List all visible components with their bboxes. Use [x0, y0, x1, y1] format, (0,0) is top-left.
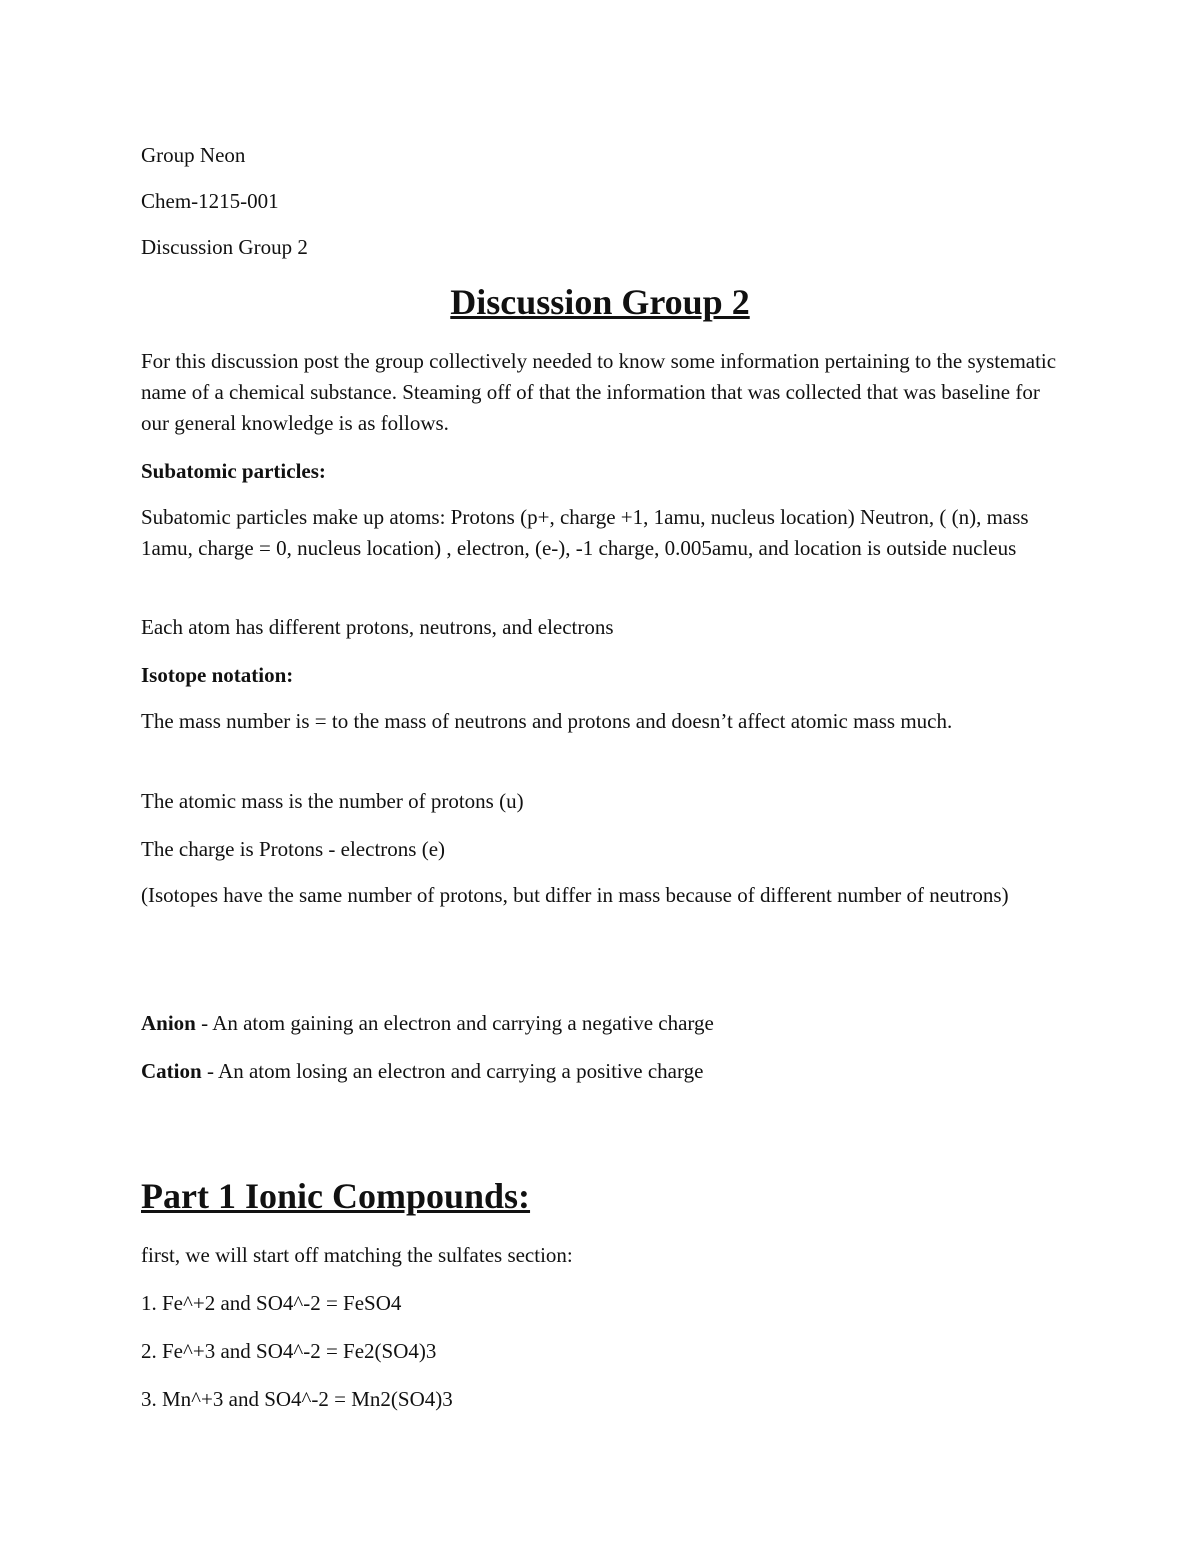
- discussion-label: Discussion Group 2: [141, 235, 308, 259]
- document-title: Discussion Group 2: [450, 282, 750, 322]
- each-atom-text: Each atom has different protons, neutrons, and electrons: [141, 615, 614, 639]
- group-name: Group Neon: [141, 143, 246, 167]
- part1-intro: first, we will start off matching the sulfates section:: [141, 1243, 573, 1267]
- course-code: Chem-1215-001: [141, 189, 279, 213]
- mass-number-text: The mass number is = to the mass of neutrons and protons and doesn’t affect atomic mass much.: [141, 709, 953, 733]
- cation-term: Cation: [141, 1059, 202, 1083]
- subatomic-paragraph: Subatomic particles make up atoms: Protons (p+, charge +1, 1amu, nucleus location) Neutron, ( (n), mass 1amu, charge = 0, nucleus location) , electron, (e-), -1 charge, 0.005amu, and location is outside nucleus: [141, 505, 1029, 560]
- atomic-mass-text: The atomic mass is the number of protons (u): [141, 789, 524, 813]
- isotope-heading: Isotope notation:: [141, 663, 294, 687]
- subatomic-heading: Subatomic particles:: [141, 459, 326, 483]
- list-item: 3. Mn^+3 and SO4^-2 = Mn2(SO4)3: [141, 1387, 453, 1411]
- part1-heading: Part 1 Ionic Compounds:: [141, 1176, 531, 1216]
- isotopes-note: (Isotopes have the same number of protons, but differ in mass because of different number of neutrons): [141, 883, 1009, 907]
- list-item: 2. Fe^+3 and SO4^-2 = Fe2(SO4)3: [141, 1339, 437, 1363]
- anion-definition: Anion - An atom gaining an electron and carrying a negative charge: [141, 1011, 714, 1035]
- list-item: 1. Fe^+2 and SO4^-2 = FeSO4: [141, 1291, 402, 1315]
- intro-paragraph: For this discussion post the group collectively needed to know some information pertaining to the systematic name of a chemical substance. Steaming off of that the information that was collected that was baseline for our general knowledge is as follows.: [141, 349, 1057, 435]
- charge-text: The charge is Protons - electrons (e): [141, 837, 446, 861]
- anion-term: Anion: [141, 1011, 196, 1035]
- cation-definition: Cation - An atom losing an electron and carrying a positive charge: [141, 1059, 704, 1083]
